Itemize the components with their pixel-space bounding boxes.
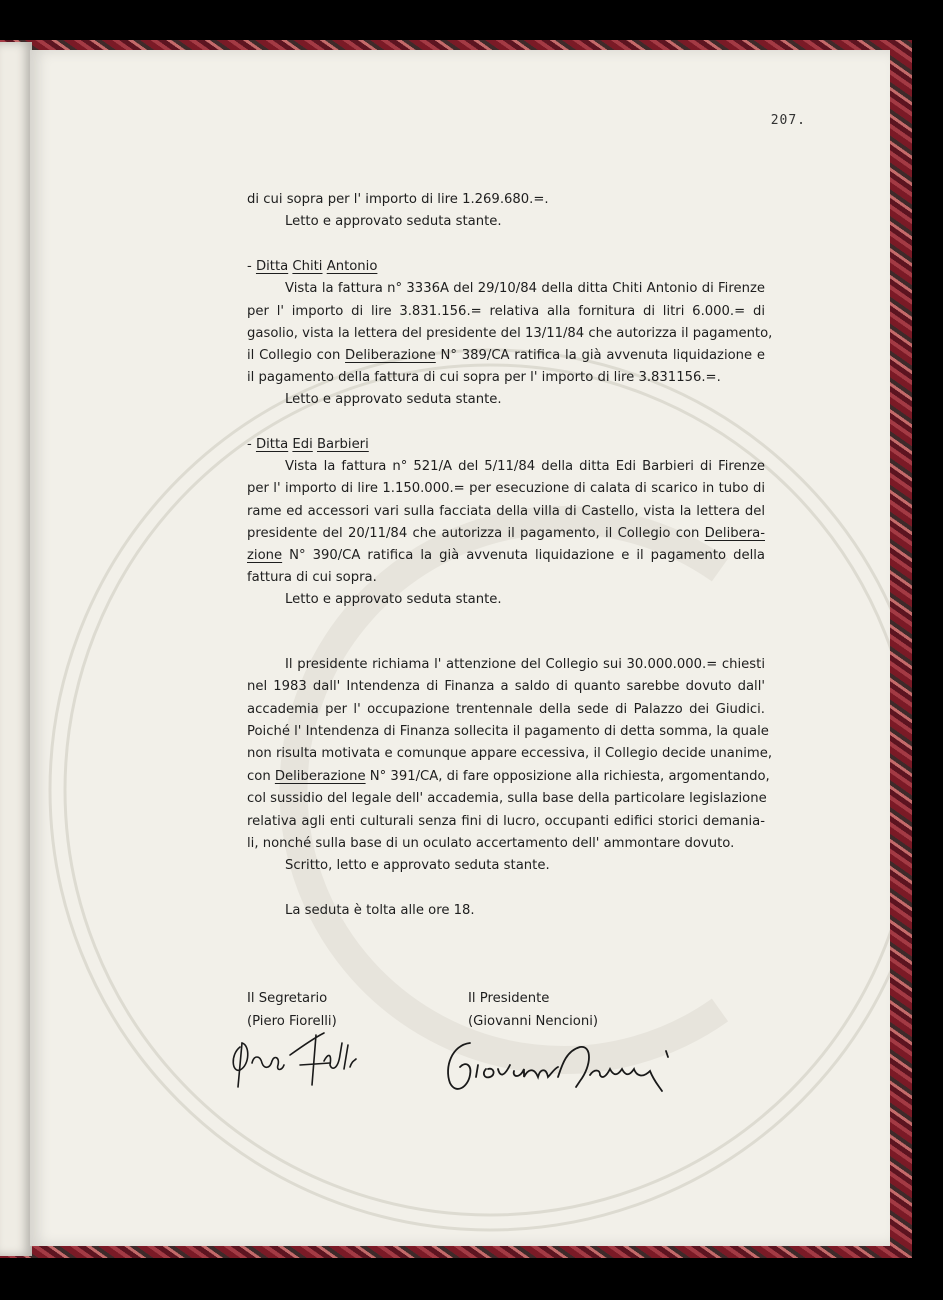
text-line: accademia per l' occupazione trentennale della sede di Palazzo dei Giudici. bbox=[247, 702, 765, 717]
president-name: (Giovanni Nencioni) bbox=[468, 1014, 599, 1029]
text-line: nel 1983 dall' Intendenza di Finanza a saldo di quanto sarebbe dovuto dall' bbox=[247, 679, 765, 694]
underlined-term: Delibera- bbox=[704, 526, 765, 541]
approval-line: Letto e approvato seduta stante. bbox=[285, 592, 502, 607]
heading-word: Antonio bbox=[326, 259, 378, 274]
heading-word: Ditta bbox=[255, 259, 289, 274]
text-span: N° 389/CA ratifica la già avvenuta liquidazione e bbox=[435, 348, 765, 363]
document-page bbox=[30, 50, 890, 1246]
text-line: Vista la fattura n° 3336A del 29/10/84 della ditta Chiti Antonio di Firenze bbox=[285, 281, 765, 296]
heading-dash: - bbox=[247, 437, 256, 452]
left-page-edge bbox=[0, 42, 32, 1256]
president-title: Il Presidente bbox=[468, 991, 550, 1006]
text-line: Il presidente richiama l' attenzione del Collegio sui 30.000.000.= chiesti bbox=[285, 657, 765, 672]
text-line: rame ed accessori vari sulla facciata della villa di Castello, vista la lettera del bbox=[247, 504, 765, 519]
text-span: il Collegio con bbox=[247, 348, 346, 363]
underlined-term: Deliberazione bbox=[345, 348, 436, 363]
text-line: relativa agli enti culturali senza fini di lucro, occupanti edifici storici demania- bbox=[247, 814, 765, 829]
text-line: col sussidio del legale dell' accademia, sulla base della particolare legislazione bbox=[247, 791, 767, 806]
secretary-name: (Piero Fiorelli) bbox=[247, 1014, 337, 1029]
text-line: per l' importo di lire 1.150.000.= per esecuzione di calata di scarico in tubo di bbox=[247, 481, 765, 496]
text-line: li, nonché sulla base di un oculato accertamento dell' ammontare dovuto. bbox=[247, 836, 735, 851]
underlined-term: Deliberazione bbox=[274, 769, 366, 784]
heading-word: Chiti bbox=[292, 259, 323, 274]
approval-line: Letto e approvato seduta stante. bbox=[285, 214, 502, 229]
underlined-term: zione bbox=[247, 548, 283, 563]
heading-dash: - bbox=[247, 259, 256, 274]
president-signature bbox=[430, 1025, 700, 1105]
text-line bbox=[247, 546, 765, 566]
approval-line: Letto e approvato seduta stante. bbox=[285, 392, 502, 407]
text-line: il pagamento della fattura di cui sopra per l' importo di lire 3.831156.=. bbox=[247, 370, 721, 385]
text-line: gasolio, vista la lettera del presidente del 13/11/84 che autorizza il pagamento, bbox=[247, 326, 773, 341]
text-span: con bbox=[247, 769, 275, 784]
page-number: 207. bbox=[770, 113, 806, 128]
text-line bbox=[247, 767, 770, 787]
section-heading bbox=[247, 257, 765, 277]
text-span: N° 391/CA, di fare opposizione alla richiesta, argomentando, bbox=[365, 769, 770, 784]
closing-line: La seduta è tolta alle ore 18. bbox=[285, 903, 475, 918]
heading-word: Barbieri bbox=[316, 437, 369, 452]
text-line: non risulta motivata e comunque appare eccessiva, il Collegio decide unanime, bbox=[247, 746, 773, 761]
heading-word: Edi bbox=[292, 437, 313, 452]
section-heading bbox=[247, 435, 765, 455]
text-span: N° 390/CA ratifica la già avvenuta liquidazione e il pagamento della bbox=[282, 548, 765, 563]
secretary-signature bbox=[220, 1025, 370, 1095]
text-line bbox=[247, 346, 765, 366]
approval-line: Scritto, letto e approvato seduta stante. bbox=[285, 858, 550, 873]
text-span: presidente del 20/11/84 che autorizza il pagamento, il Collegio con bbox=[247, 526, 705, 541]
text-line: per l' importo di lire 3.831.156.= relativa alla fornitura di litri 6.000.= di bbox=[247, 304, 765, 319]
text-line: fattura di cui sopra. bbox=[247, 570, 377, 585]
text-line bbox=[247, 524, 765, 544]
text-line: Poiché l' Intendenza di Finanza sollecita il pagamento di detta somma, la quale bbox=[247, 724, 769, 739]
text-line: Vista la fattura n° 521/A del 5/11/84 della ditta Edi Barbieri di Firenze bbox=[285, 459, 765, 474]
text-line: di cui sopra per l' importo di lire 1.269.680.=. bbox=[247, 192, 549, 207]
secretary-title: Il Segretario bbox=[247, 991, 328, 1006]
heading-word: Ditta bbox=[255, 437, 289, 452]
